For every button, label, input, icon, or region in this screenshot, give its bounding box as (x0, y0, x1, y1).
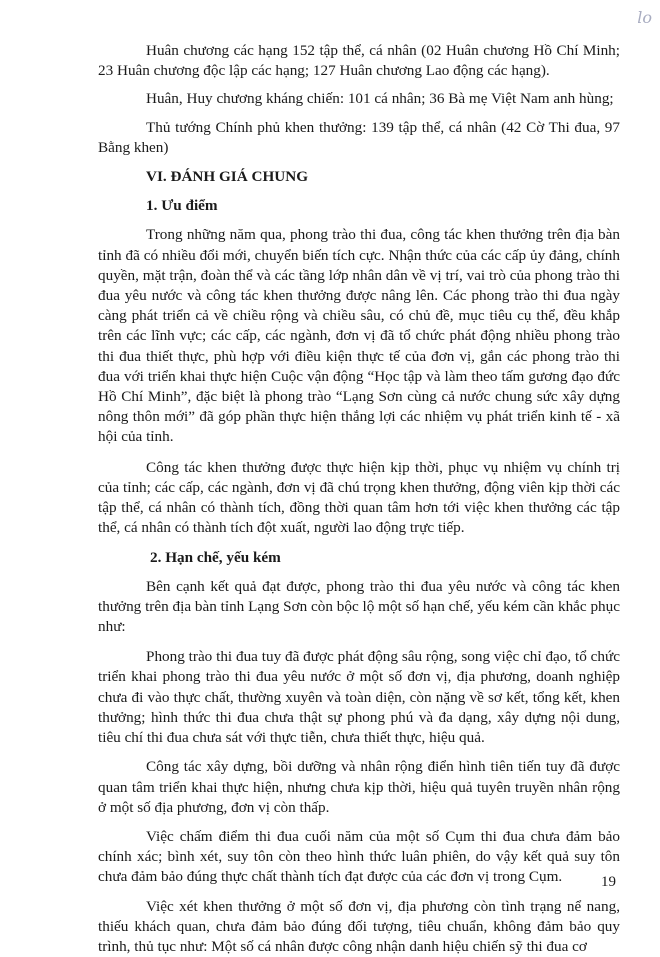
paragraph-strengths: Trong những năm qua, phong trào thi đua, công tác khen thưởng trên địa bàn tỉnh đã có nhiều đổi mới, chuyển biến tích cực. Nhận thức của các cấp ủy đảng, chính quyền, mặt trận, đoàn thể và các tầng lớp nhân dân về vị trí, vai trò của phong trào thi đua yêu nước và công tác khen thưởng được nâng lên. Các phong trào thi đua ngày càng phát triển cả về chiều rộng và chiều sâu, có chủ đề, mục tiêu cụ thể, đều khắp trên các lĩnh vực; các cấp, các ngành, đơn vị đã tổ chức phát động nhiều phong trào thi đua thiết thực, phù hợp với điều kiện thực tế của đơn vị, gắn các phong trào thi đua với triển khai thực hiện Cuộc vận động “Học tập và làm theo tấm gương đạo đức Hồ Chí Minh”, đặc biệt là phong trào “Lạng Sơn cùng cả nước chung sức xây dựng nông thôn mới” đã góp phần thực hiện thắng lợi các nhiệm vụ phát triển kinh tế - xã hội của tỉnh. (98, 226, 620, 446)
page-number: 19 (601, 874, 616, 890)
subheading-strengths: 1. Ưu điểm (146, 197, 218, 215)
paragraph-limitation-movement: Phong trào thi đua tuy đã được phát động sâu rộng, song việc chỉ đạo, tổ chức triển khai phong trào thi đua yêu nước ở một số đơn vị, địa phương, doanh nghiệp chưa đi vào thực chất, thường xuyên và toàn diện, còn nặng về sơ kết, tổng kết, khen thưởng; hình thức thi đua chưa thật sự phong phú và đa dạng, xây dựng nội dung, tiêu chí thi đua chưa sát với thực tiễn, chưa thiết thực, hiệu quả. (98, 648, 620, 747)
paragraph-limitation-models: Công tác xây dựng, bồi dưỡng và nhân rộng điển hình tiên tiến tuy đã được quan tâm triển khai thực hiện, nhưng chưa kịp thời, hiệu quả tuyên truyền nhân rộng ở một số địa phương, đơn vị còn thấp. (98, 758, 620, 816)
paragraph-orders: Huân chương các hạng 152 tập thể, cá nhân (02 Huân chương Hồ Chí Minh; 23 Huân chương độc lập các hạng; 127 Huân chương Lao động các hạng). (98, 42, 620, 80)
subheading-limitations: 2. Hạn chế, yếu kém (150, 549, 281, 567)
paragraph-limitation-review: Việc xét khen thưởng ở một số đơn vị, địa phương còn tình trạng nể nang, thiếu khách quan, chưa đảm bảo đúng đối tượng, tiêu chuẩn, không đảm bảo quy trình, thủ tục như: Một số cá nhân được công nhận danh hiệu chiến sỹ thi đua cơ (98, 897, 620, 955)
handwritten-corner-mark: lo (637, 8, 652, 27)
paragraph-pm-awards: Thủ tướng Chính phủ khen thưởng: 139 tập thể, cá nhân (42 Cờ Thi đua, 97 Bằng khen) (98, 118, 620, 156)
paragraph-resistance-medals: Huân, Huy chương kháng chiến: 101 cá nhân; 36 Bà mẹ Việt Nam anh hùng; (146, 90, 614, 108)
document-page (98, 0, 620, 957)
paragraph-limitations-intro: Bên cạnh kết quả đạt được, phong trào thi đua yêu nước và công tác khen thưởng trên địa bàn tỉnh Lạng Sơn còn bộc lộ một số hạn chế, yếu kém cần khắc phục như: (98, 577, 620, 636)
paragraph-limitation-scoring: Việc chấm điểm thi đua cuối năm của một số Cụm thi đua chưa đảm bảo chính xác; bình xét, suy tôn còn theo hình thức luân phiên, do vậy kết quả suy tôn chưa đảm bảo đúng thực chất thành tích đạt được của các đơn vị trong Cụm. (98, 827, 620, 886)
section-heading: VI. ĐÁNH GIÁ CHUNG (146, 168, 309, 186)
paragraph-rewards: Công tác khen thưởng được thực hiện kịp thời, phục vụ nhiệm vụ chính trị của tỉnh; các cấp, các ngành, đơn vị đã chú trọng khen thưởng, động viên kịp thời các tập thể, cá nhân có thành tích, đồng thời quan tâm hơn tới việc khen thưởng các tập thể, cá nhân có thành tích đột xuất, người lao động trực tiếp. (98, 458, 620, 537)
